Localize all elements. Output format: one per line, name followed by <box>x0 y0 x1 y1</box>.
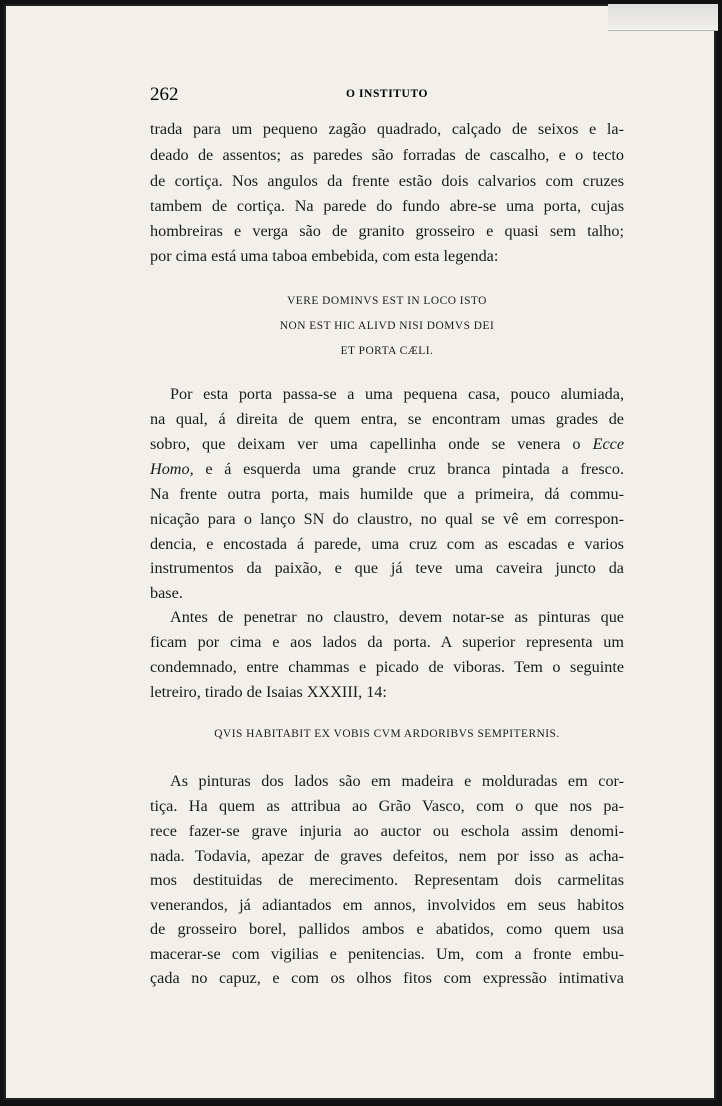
text-line: Por esta porta passa-se a uma pequena casa, pouco alumiada, <box>170 385 624 403</box>
text-line: nicação para o lanço SN do claustro, no qual se vê em correspon- <box>150 510 624 528</box>
inscription-line: VERE DOMINVS EST IN LOCO ISTO <box>287 295 487 307</box>
text-line: tambem de cortiça. Na parede do fundo abre-se uma porta, cujas <box>150 197 624 215</box>
text-line: macerar-se com vigilias e penitencias. Um, com a fronte embu- <box>150 945 624 963</box>
text-line <box>150 458 624 480</box>
text-line: Antes de penetrar no claustro, devem notar-se as pinturas que <box>170 608 624 626</box>
inscription-line: ET PORTA CÆLI. <box>340 345 434 357</box>
italic-term: Homo, <box>150 460 194 478</box>
text-line: por cima está uma taboa embebida, com esta legenda: <box>150 247 499 265</box>
text-line: condemnado, entre chammas e picado de viboras. Tem o seguinte <box>150 658 624 676</box>
italic-term: Ecce <box>592 435 625 453</box>
inscription-line: NON EST HIC ALIVD NISI DOMVS DEI <box>279 320 495 332</box>
text-line: trada para um pequeno zagão quadrado, calçado de seixos e la- <box>150 120 624 138</box>
text-fragment: e á esquerda uma grande cruz branca pintada a fresco. <box>205 460 624 478</box>
running-title: O INSTITUTO <box>345 88 429 100</box>
text-line: rece fazer-se grave injuria ao auctor ou eschola assim denomi- <box>150 822 624 840</box>
text-line: ficam por cima e aos lados da porta. A superior representa um <box>150 633 624 651</box>
text-line: na qual, á direita de quem entra, se encontram umas grades de <box>150 410 624 428</box>
text-line: mos destituidas de merecimento. Representam dois carmelitas <box>150 871 624 889</box>
inscription-line: QVIS HABITABIT EX VOBIS CVM ARDORIBVS SEMPITERNIS. <box>214 728 560 740</box>
text-line: deado de assentos; as paredes são forradas de cascalho, e o tecto <box>150 146 624 164</box>
text-line: de cortiça. Nos angulos da frente estão dois calvarios com cruzes <box>150 172 624 190</box>
text-line: çada no capuz, e com os olhos fitos com expressão intimativa <box>150 969 624 987</box>
text-fragment: sobro, que deixam ver uma capellinha onde se venera o <box>150 435 581 453</box>
text-line: instrumentos da paixão, e que já teve uma caveira juncto da <box>150 559 624 577</box>
page-header <box>150 84 624 108</box>
text-line: base. <box>150 584 183 602</box>
text-line: tiça. Ha quem as attribua ao Grão Vasco, com o que nos pa- <box>150 797 624 815</box>
text-line: hombreiras e verga são de granito grosseiro e quasi sem talho; <box>150 222 624 240</box>
text-line: Na frente outra porta, mais humilde que a primeira, dá commu- <box>150 485 624 503</box>
text-line: de grosseiro borel, pallidos ambos e abatidos, como quem usa <box>150 920 624 938</box>
page-number: 262 <box>150 84 179 105</box>
text-line: dencia, e encostada á parede, uma cruz com as escadas e varios <box>150 535 624 553</box>
text-line: letreiro, tirado de Isaias XXXIII, 14: <box>150 683 387 701</box>
folded-corner <box>608 4 718 31</box>
text-line: nada. Todavia, apezar de graves defeitos, nem por isso as acha- <box>150 847 624 865</box>
text-line <box>150 433 624 455</box>
text-line: As pinturas dos lados são em madeira e molduradas em cor- <box>170 772 624 790</box>
text-line: venerandos, já adiantados em annos, involvidos em seus habitos <box>150 896 624 914</box>
